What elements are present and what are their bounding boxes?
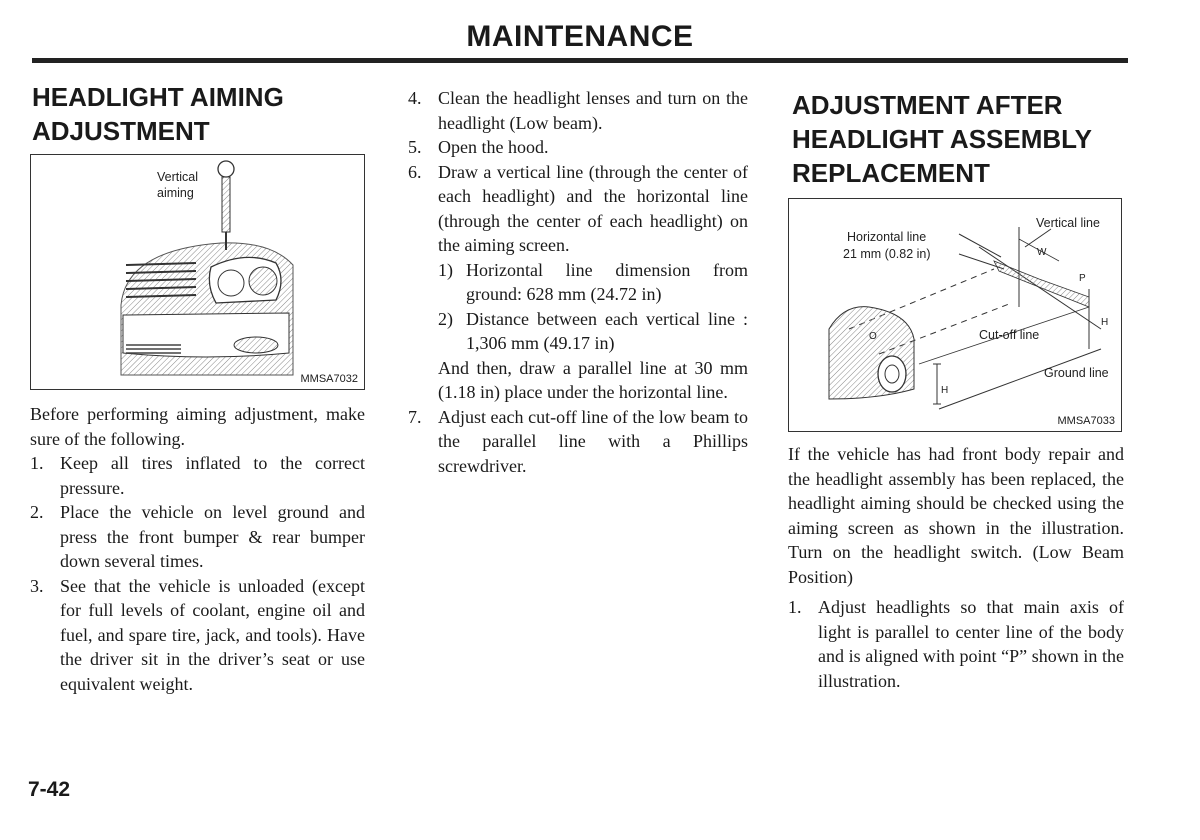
p-label: P [1079, 273, 1086, 284]
step-number: 2. [30, 502, 44, 522]
substep-number: 2) [438, 308, 453, 329]
figure-code: MMSA7032 [300, 373, 358, 385]
middle-column [408, 86, 748, 478]
step-number: 5. [408, 137, 422, 157]
vertical-aiming-label: Vertical aiming [157, 170, 198, 200]
figure-vertical-aiming [30, 154, 365, 390]
step-number: 4. [408, 88, 422, 108]
list-item [438, 258, 748, 307]
step-number: 1. [788, 597, 802, 617]
header-rule [32, 58, 1128, 63]
horizontal-line-label: Horizontal line [847, 230, 927, 244]
left-column [30, 80, 365, 696]
list-item [438, 307, 748, 356]
ground-line-label: Ground line [1044, 366, 1109, 380]
vertical-line-label: Vertical line [1036, 216, 1100, 230]
page-number: 7-42 [28, 778, 71, 801]
substeps-list [438, 258, 748, 356]
list-item [408, 160, 748, 405]
h-label-car: H [941, 385, 949, 396]
section-heading-headlight-aiming: HEADLIGHT AIMING ADJUSTMENT [32, 82, 284, 146]
figure-code: MMSA7033 [1057, 415, 1115, 427]
horizontal-dimension-label: 21 mm (0.82 in) [843, 247, 931, 261]
step-text: Open the hood. [438, 137, 549, 157]
step-number: 6. [408, 161, 422, 182]
section-heading-adjustment-after: ADJUSTMENT AFTER HEADLIGHT ASSEMBLY REPLACEMENT [792, 90, 1092, 188]
aiming-screen-illustration [789, 199, 1121, 431]
substep-number: 1) [438, 259, 453, 280]
intro-paragraph: If the vehicle has had front body repair and the headlight assembly has been replaced, the headlight aiming should be checked using the aiming screen as shown in the illustration. Turn on the headlight switch. (Low Beam Position) [788, 444, 1124, 587]
parallel-line-text: And then, draw a parallel line at 30 mm (1.18 in) place under the horizontal line. [438, 357, 748, 402]
step-text: See that the vehicle is unloaded (except for full levels of coolant, engine oil and fuel, and spare tire, jack, and tools). Have the driver sit in the driver’s seat or use equivalent weight. [60, 575, 365, 694]
list-item [30, 451, 365, 500]
list-item [788, 595, 1124, 693]
cutoff-line-label: Cut-off line [979, 328, 1040, 342]
list-item [408, 86, 748, 135]
o-label: O [869, 331, 877, 342]
step-text: Keep all tires inflated to the correct pressure. [60, 453, 365, 498]
steps-list-middle [408, 86, 748, 478]
step-text: Clean the headlight lenses and turn on the headlight (Low beam). [438, 88, 748, 133]
list-item [408, 405, 748, 479]
step-number: 1. [30, 453, 44, 473]
figure-aiming-screen [788, 198, 1122, 432]
substep-text: Horizontal line dimension from ground: 628 mm (24.72 in) [466, 259, 748, 304]
steps-list-left [30, 451, 365, 696]
list-item [30, 574, 365, 697]
step-text: Draw a vertical line (through the center of each headlight) and the horizontal line (through the center of each headlight) on the aiming screen. [438, 161, 748, 255]
steps-list-right [788, 595, 1124, 693]
step-text: Adjust headlights so that main axis of light is parallel to center line of the body and is aligned with point “P” shown in the illustration. [818, 597, 1124, 691]
list-item [408, 135, 748, 160]
step-text: Place the vehicle on level ground and press the front bumper & rear bumper down several times. [60, 502, 365, 571]
right-column [788, 88, 1124, 693]
intro-paragraph: Before performing aiming adjustment, make sure of the following. [30, 404, 365, 449]
page-header-title: MAINTENANCE [466, 20, 694, 53]
step-text: Adjust each cut-off line of the low beam to the parallel line with a Phillips screwdriver. [438, 406, 748, 476]
substep-text: Distance between each vertical line : 1,306 mm (49.17 in) [466, 308, 748, 353]
list-item [30, 500, 365, 574]
w-label: W [1037, 247, 1047, 258]
step-number: 7. [408, 406, 422, 427]
step-number: 3. [30, 575, 44, 596]
h-label-screen: H [1101, 317, 1109, 328]
